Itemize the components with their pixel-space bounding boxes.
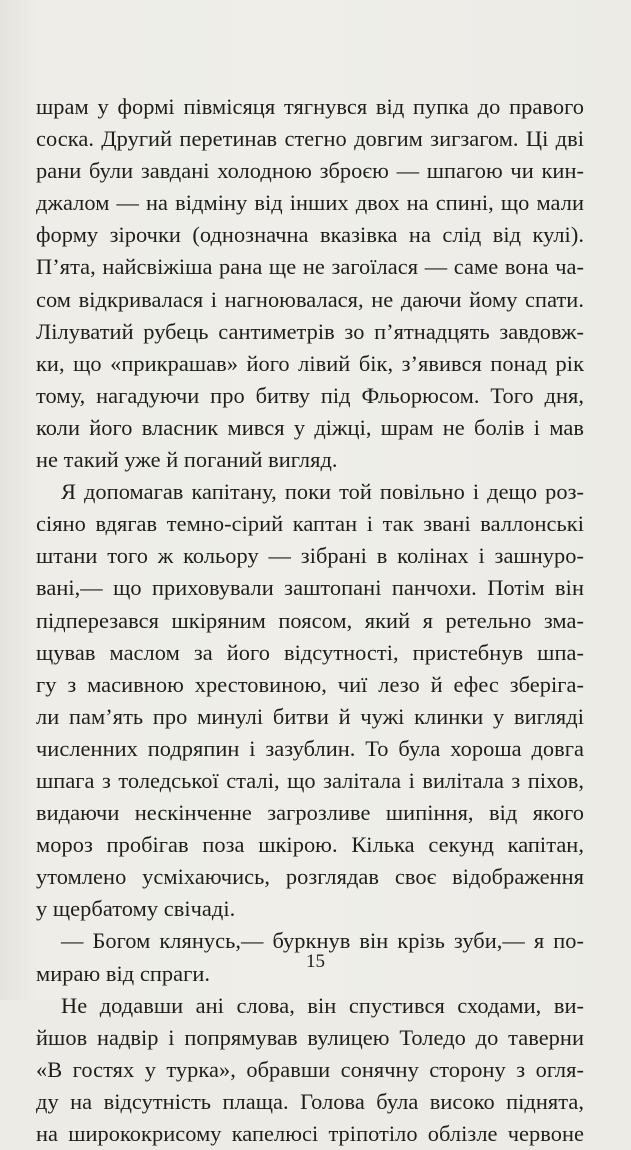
- text-line: шрам у формі півмісяця тягнувся від пупка до правого: [36, 94, 584, 119]
- text-line: мороз пробігав поза шкірою. Кілька секунд капітан,: [36, 832, 584, 858]
- text-line: штани того ж кольору — зібрані в колінах і зашнуро-: [36, 543, 584, 569]
- text-line: утомлено усміхаючись, розглядав своє відображення: [36, 864, 584, 890]
- text-line: — Богом клянусь,— буркнув він крізь зуби,— я по-: [61, 928, 584, 954]
- text-line: підперезався шкіряним поясом, який я ретельно зма-: [36, 607, 584, 633]
- text-line: П’ята, найсвіжіша рана ще не загоїлася — саме вона ча-: [36, 254, 584, 280]
- text-line: шпага з толедської сталі, що залітала і вилітала з піхов,: [36, 767, 584, 793]
- text-line: рани були завдані холодною зброєю — шпагою чи кин-: [36, 158, 584, 184]
- text-line: тому, нагадуючи про битву під Фльорюсом. Того дня,: [36, 382, 584, 408]
- text-line: Лілуватий рубець сантиметрів зо п’ятнадцять завдовж-: [36, 318, 584, 344]
- text-line: гу з масивною хрестовиною, чиї лезо й ефес зберіга-: [36, 671, 584, 697]
- text-line: щував маслом за його відсутності, пристебнув шпа-: [36, 639, 584, 665]
- text-line: у щербатому свічаді.: [36, 896, 236, 922]
- text-line: ли пам’ять про минулі битви й чужі клинки у вигляді: [36, 703, 584, 729]
- text-line: не такий уже й поганий вигляд.: [36, 447, 338, 473]
- text-line: мираю від спраги.: [36, 960, 211, 986]
- text-line: ки, що «прикрашав» його лівий бік, з’явився понад рік: [36, 350, 584, 376]
- text-line: численних подряпин і зазублин. То була хороша довга: [36, 735, 584, 761]
- text-line: «В гостях у турка», обравши сонячну сторону з огля-: [36, 1056, 584, 1082]
- text-line: сом відкривалася і нагноювалася, не даючи йому спати.: [36, 286, 584, 312]
- text-line: Я допомагав капітану, поки той повільно і дещо роз-: [61, 479, 584, 505]
- page-number: 15: [306, 951, 325, 972]
- text-line: сіяно вдягав темно-сірий каптан і так звані валлонські: [36, 511, 584, 537]
- text-line: ду на відсутність плаща. Голова була високо піднята,: [36, 1088, 584, 1114]
- text-line: вані,— що приховували заштопані панчохи. Потім він: [36, 575, 584, 601]
- text-line: соска. Другий перетинав стегно довгим зигзагом. Ці дві: [36, 126, 584, 152]
- text-line: йшов надвір і попрямував вулицею Толедо до таверни: [36, 1024, 584, 1050]
- body-text: [36, 91, 584, 1150]
- text-line: форму зірочки (однозначна вказівка на слід від кулі).: [36, 222, 584, 248]
- text-line: джалом — на відміну від інших двох на спині, що мали: [36, 190, 584, 216]
- text-line: Не додавши ані слова, він спустився сходами, ви-: [61, 992, 584, 1018]
- text-line: на ширококрисому капелюсі тріпотіло облізле червоне: [36, 1121, 584, 1146]
- text-line: видаючи нескінченне загрозливе шипіння, від якого: [36, 800, 584, 826]
- text-line: коли його власник мився у діжці, шрам не болів і мав: [36, 414, 584, 440]
